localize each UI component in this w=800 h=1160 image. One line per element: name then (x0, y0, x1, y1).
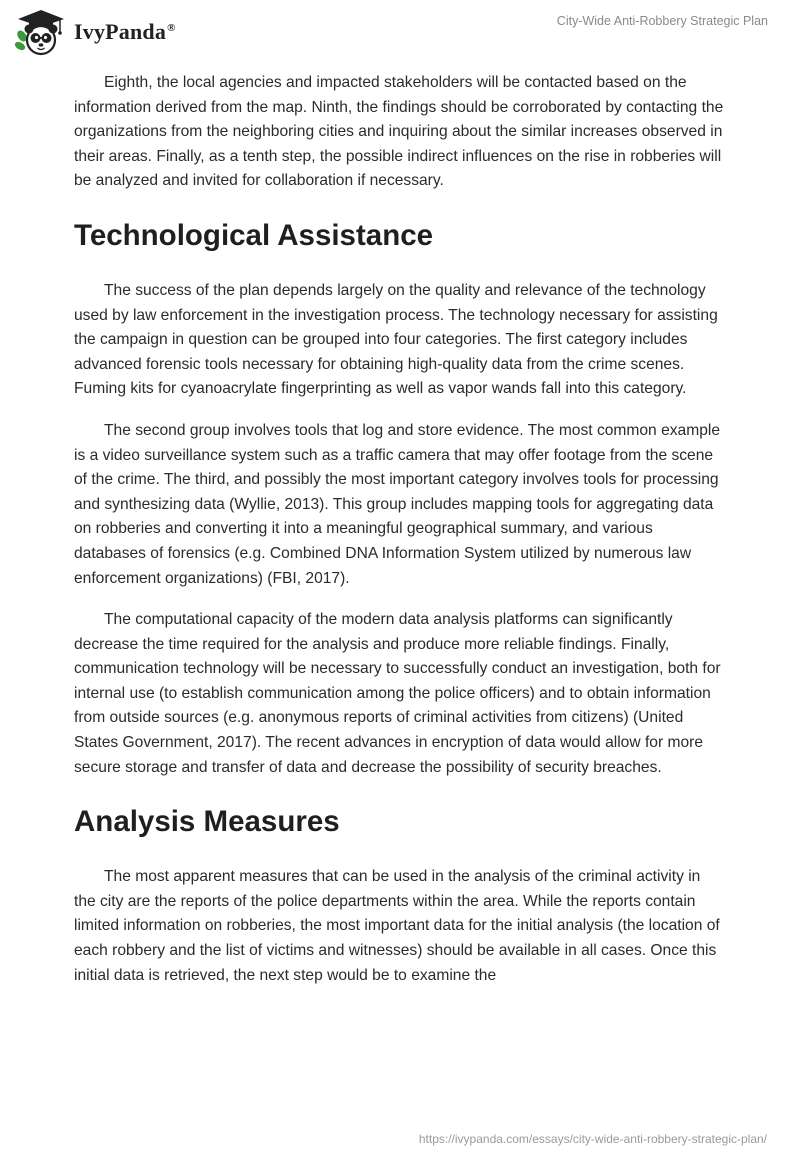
section-heading-analysis-measures: Analysis Measures (74, 805, 340, 839)
paragraph: The success of the plan depends largely on the quality and relevance of the technology used by law enforcement in the investigation process. The technology necessary for assisting the campaign in question can be grouped into four categories. The first category includes advanced forensic tools necessary for obtaining high-quality data from the crime scenes. Fuming kits for cyanoacrylate fingerprinting as well as vapor wands fall into this category. (74, 281, 718, 398)
brand-name: IvyPanda® (74, 19, 176, 44)
ivypanda-logo[interactable] (14, 8, 176, 56)
registered-mark: ® (167, 21, 176, 34)
article-body (74, 71, 726, 1005)
panda-graduate-icon (14, 8, 68, 56)
paragraph: The second group involves tools that log and store evidence. The most common example is a video surveillance system such as a traffic camera that may offer footage from the scene of the crime. The third, and possibly the most important category involves tools for processing and synthesizing data (Wyllie, 2013). This group includes mapping tools for aggregating data on robberies and converting it into a meaningful geographical summary, and various databases of forensics (e.g. Combined DNA Information System utilized by numerous law enforcement organizations) (FBI, 2017). (74, 421, 721, 587)
page-header (0, 0, 800, 70)
section-heading-technological-assistance: Technological Assistance (74, 218, 434, 252)
source-url-link[interactable]: https://ivypanda.com/essays/city-wide-anti-robbery-strategic-plan/ (418, 1132, 767, 1146)
paragraph: The computational capacity of the modern data analysis platforms can significantly decrease the time required for the analysis and produce more reliable findings. Finally, communication technology will be necessary to successfully conduct an investigation, both for internal use (to establish communication among the police officers) and to obtain information from outside sources (e.g. anonymous reports of criminal activities from citizens) (United States Government, 2017). The recent advances in encryption of data would allow for more secure storage and transfer of data and decrease the possibility of security breaches. (74, 611, 721, 776)
paragraph: Eighth, the local agencies and impacted stakeholders will be contacted based on the information derived from the map. Ninth, the findings should be corroborated by contacting the organizations from the neighboring cities and inquiring about the similar increases observed in their areas. Finally, as a tenth step, the possible indirect influences on the rise in robberies will be analyzed and invited for collaboration if necessary. (74, 74, 724, 190)
document-title: City-Wide Anti-Robbery Strategic Plan (556, 14, 768, 28)
paragraph: The most apparent measures that can be used in the analysis of the criminal activity in the city are the reports of the police departments within the area. While the reports contain limited information on robberies, the most important data for the initial analysis (the location of each robbery and the list of victims and witnesses) should be available in all cases. Once this initial data is retrieved, the next step would be to examine the (74, 868, 720, 984)
